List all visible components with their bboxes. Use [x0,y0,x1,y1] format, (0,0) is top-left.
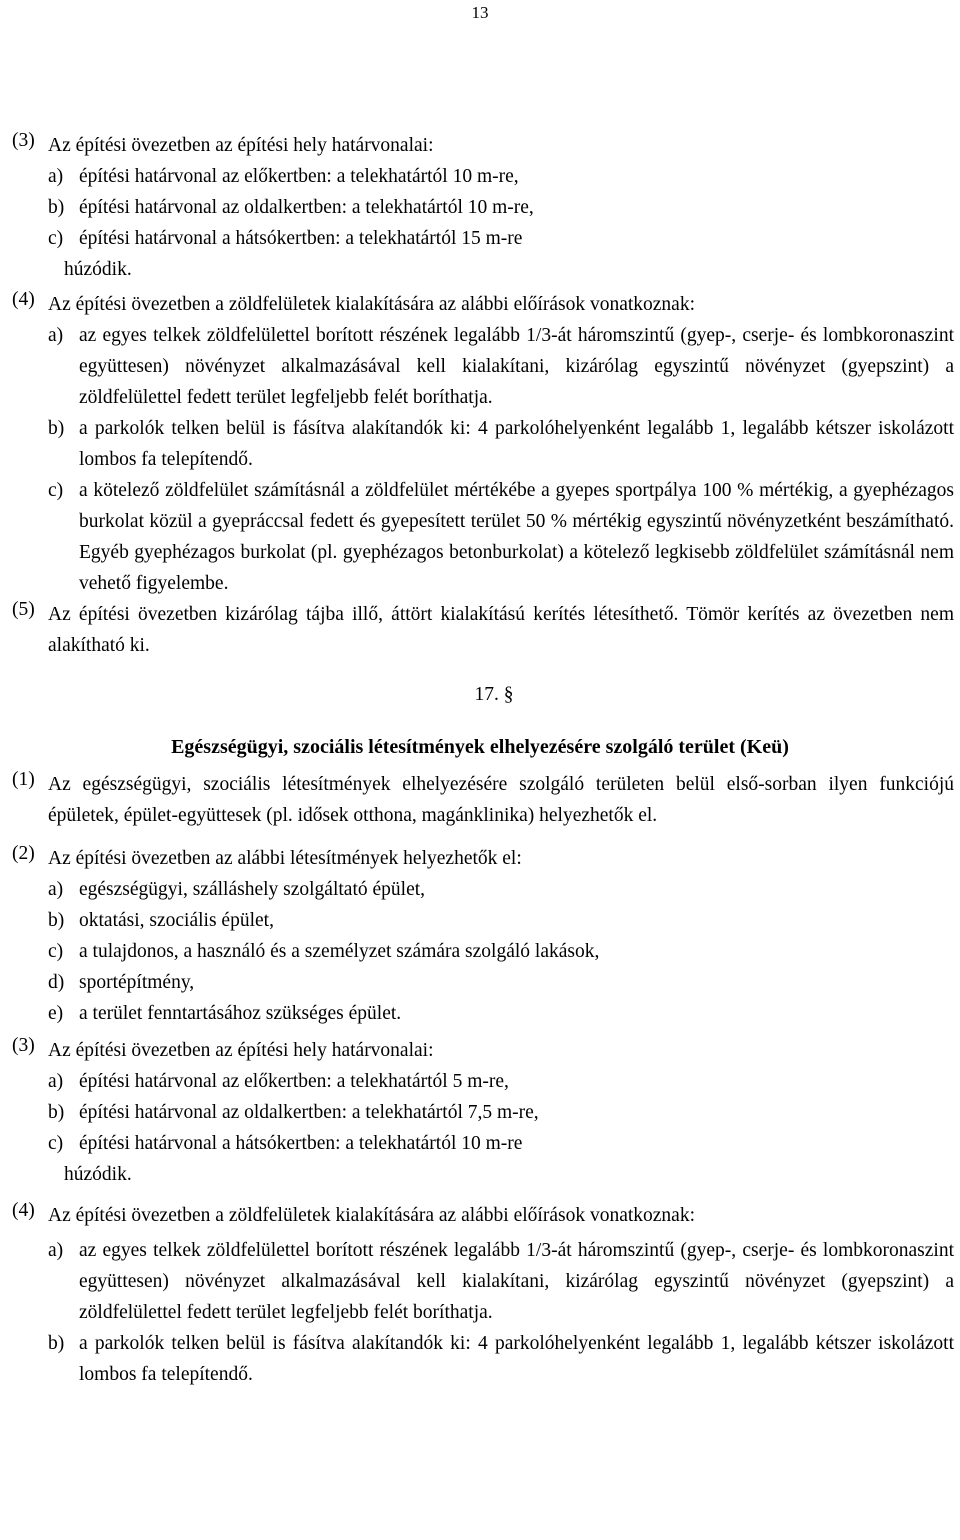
item-label: a) [48,325,64,346]
item-label: c) [48,480,64,501]
item-text: sportépítmény, [79,972,195,993]
item-text: a terület fenntartásához szükséges épület. [79,1003,402,1024]
paragraph-number: (4) [12,289,35,310]
item-label: b) [48,1333,65,1354]
item-text: a parkolók telken belül is fásítva alakítandók ki: 4 parkolóhelyenként legalább 1, legalább kétszer iskolázott lombos fa telepítendő. [79,418,954,470]
item-text: az egyes telkek zöldfelülettel borított részének legalább 1/3-át háromszintű (gyep-, cserje- és lombkoronaszint együttesen) növényzet alkalmazásával kell kialakítani, kizárólag egyszintű növényzet (gyepszint) a zöldfelülettel fedett terület legfeljebb felét boríthatja. [79,1240,954,1323]
list-item [48,967,954,998]
paragraph-number: (3) [12,130,35,151]
list-item [48,475,954,599]
list-item [48,1097,954,1128]
item-text: egészségügyi, szálláshely szolgáltató épület, [79,879,426,900]
item-label: d) [48,972,65,993]
item-label: c) [48,228,64,249]
list-item [48,936,954,967]
list-item [48,413,954,475]
paragraph-intro: Az építési övezetben az alábbi létesítmények helyezhetők el: [48,848,522,869]
list-item [48,223,954,254]
paragraph-number: (1) [12,769,35,790]
item-label: c) [48,1133,64,1154]
paragraph-3 [0,130,960,285]
item-label: b) [48,910,65,931]
paragraph-2 [0,843,960,1029]
item-label: a) [48,166,64,187]
paragraph-5 [0,599,960,661]
item-label: c) [48,941,64,962]
item-label: a) [48,1071,64,1092]
section-heading: 17. § [474,684,514,705]
paragraph-intro: Az építési övezetben az építési hely határvonalai: [48,1040,434,1061]
paragraph-intro: Az építési övezetben a zöldfelületek kialakítására az alábbi előírások vonatkoznak: [48,1205,696,1226]
item-text: az egyes telkek zöldfelülettel borított részének legalább 1/3-át háromszintű (gyep-, cserje- és lombkoronaszint együttesen) növényzet alkalmazásával kell kialakítani, kizárólag egyszintű növényzet (gyepszint) a zöldfelülettel fedett terület legfeljebb felét boríthatja. [79,325,954,408]
list-item [48,1235,954,1328]
paragraph-tail: húzódik. [64,1164,132,1185]
paragraph-text: Az építési övezetben kizárólag tájba illő, áttört kialakítású kerítés létesíthető. Tömör kerítés az övezetben nem alakítható ki. [48,604,954,656]
paragraph-number: (5) [12,599,35,620]
item-text: a tulajdonos, a használó és a személyzet számára szolgáló lakások, [79,941,600,962]
paragraph-4 [0,1200,960,1390]
list-item [48,998,954,1029]
list-item [48,161,954,192]
list-item [48,1128,954,1159]
paragraph-number: (4) [12,1200,35,1221]
paragraph-tail: húzódik. [64,259,132,280]
item-label: b) [48,197,65,218]
paragraph-number: (2) [12,843,35,864]
paragraph-intro: Az építési övezetben a zöldfelületek kialakítására az alábbi előírások vonatkoznak: [48,294,696,315]
item-text: építési határvonal az oldalkertben: a telekhatártól 7,5 m-re, [79,1102,539,1123]
list-item [48,1066,954,1097]
item-text: építési határvonal a hátsókertben: a telekhatártól 15 m-re [79,228,523,249]
item-label: e) [48,1003,64,1024]
paragraph-number: (3) [12,1035,35,1056]
page-number: 13 [471,3,489,22]
item-text: építési határvonal az oldalkertben: a telekhatártól 10 m-re, [79,197,534,218]
item-text: a parkolók telken belül is fásítva alakítandók ki: 4 parkolóhelyenként legalább 1, legalább kétszer iskolázott lombos fa telepítendő. [79,1333,954,1385]
paragraph-1 [0,769,960,831]
item-label: a) [48,879,64,900]
item-label: a) [48,1240,64,1261]
list-item [48,905,954,936]
paragraph-3 [0,1035,960,1190]
list-item [48,192,954,223]
paragraph-intro: Az építési övezetben az építési hely határvonalai: [48,135,434,156]
item-text: oktatási, szociális épület, [79,910,274,931]
paragraph-text: Az egészségügyi, szociális létesítmények elhelyezésére szolgáló területen belül első-sorban ilyen funkciójú épületek, épület-együttesek (pl. idősek otthona, magánklinika) helyezhetők el. [48,774,954,826]
document-body [0,130,960,1390]
item-text: építési határvonal az előkertben: a telekhatártól 5 m-re, [79,1071,509,1092]
paragraph-4 [0,289,960,599]
section-title: Egészségügyi, szociális létesítmények elhelyezésére szolgáló terület (Keü) [171,736,789,758]
list-item [48,1328,954,1390]
item-text: a kötelező zöldfelület számításnál a zöldfelület mértékébe a gyepes sportpálya 100 % mértékig, a gyephézagos burkolat közül a gyepráccsal fedett és gyepesített terület 50 % mértékig egyszintű növényzetként beszámítható. Egyéb gyephézagos burkolat (pl. gyephézagos betonburkolat) a kötelező legkisebb zöldfelület számításnál nem vehető figyelembe. [79,480,954,594]
list-item [48,320,954,413]
list-item [48,874,954,905]
item-text: építési határvonal az előkertben: a telekhatártól 10 m-re, [79,166,519,187]
item-label: b) [48,418,65,439]
item-label: b) [48,1102,65,1123]
item-text: építési határvonal a hátsókertben: a telekhatártól 10 m-re [79,1133,523,1154]
